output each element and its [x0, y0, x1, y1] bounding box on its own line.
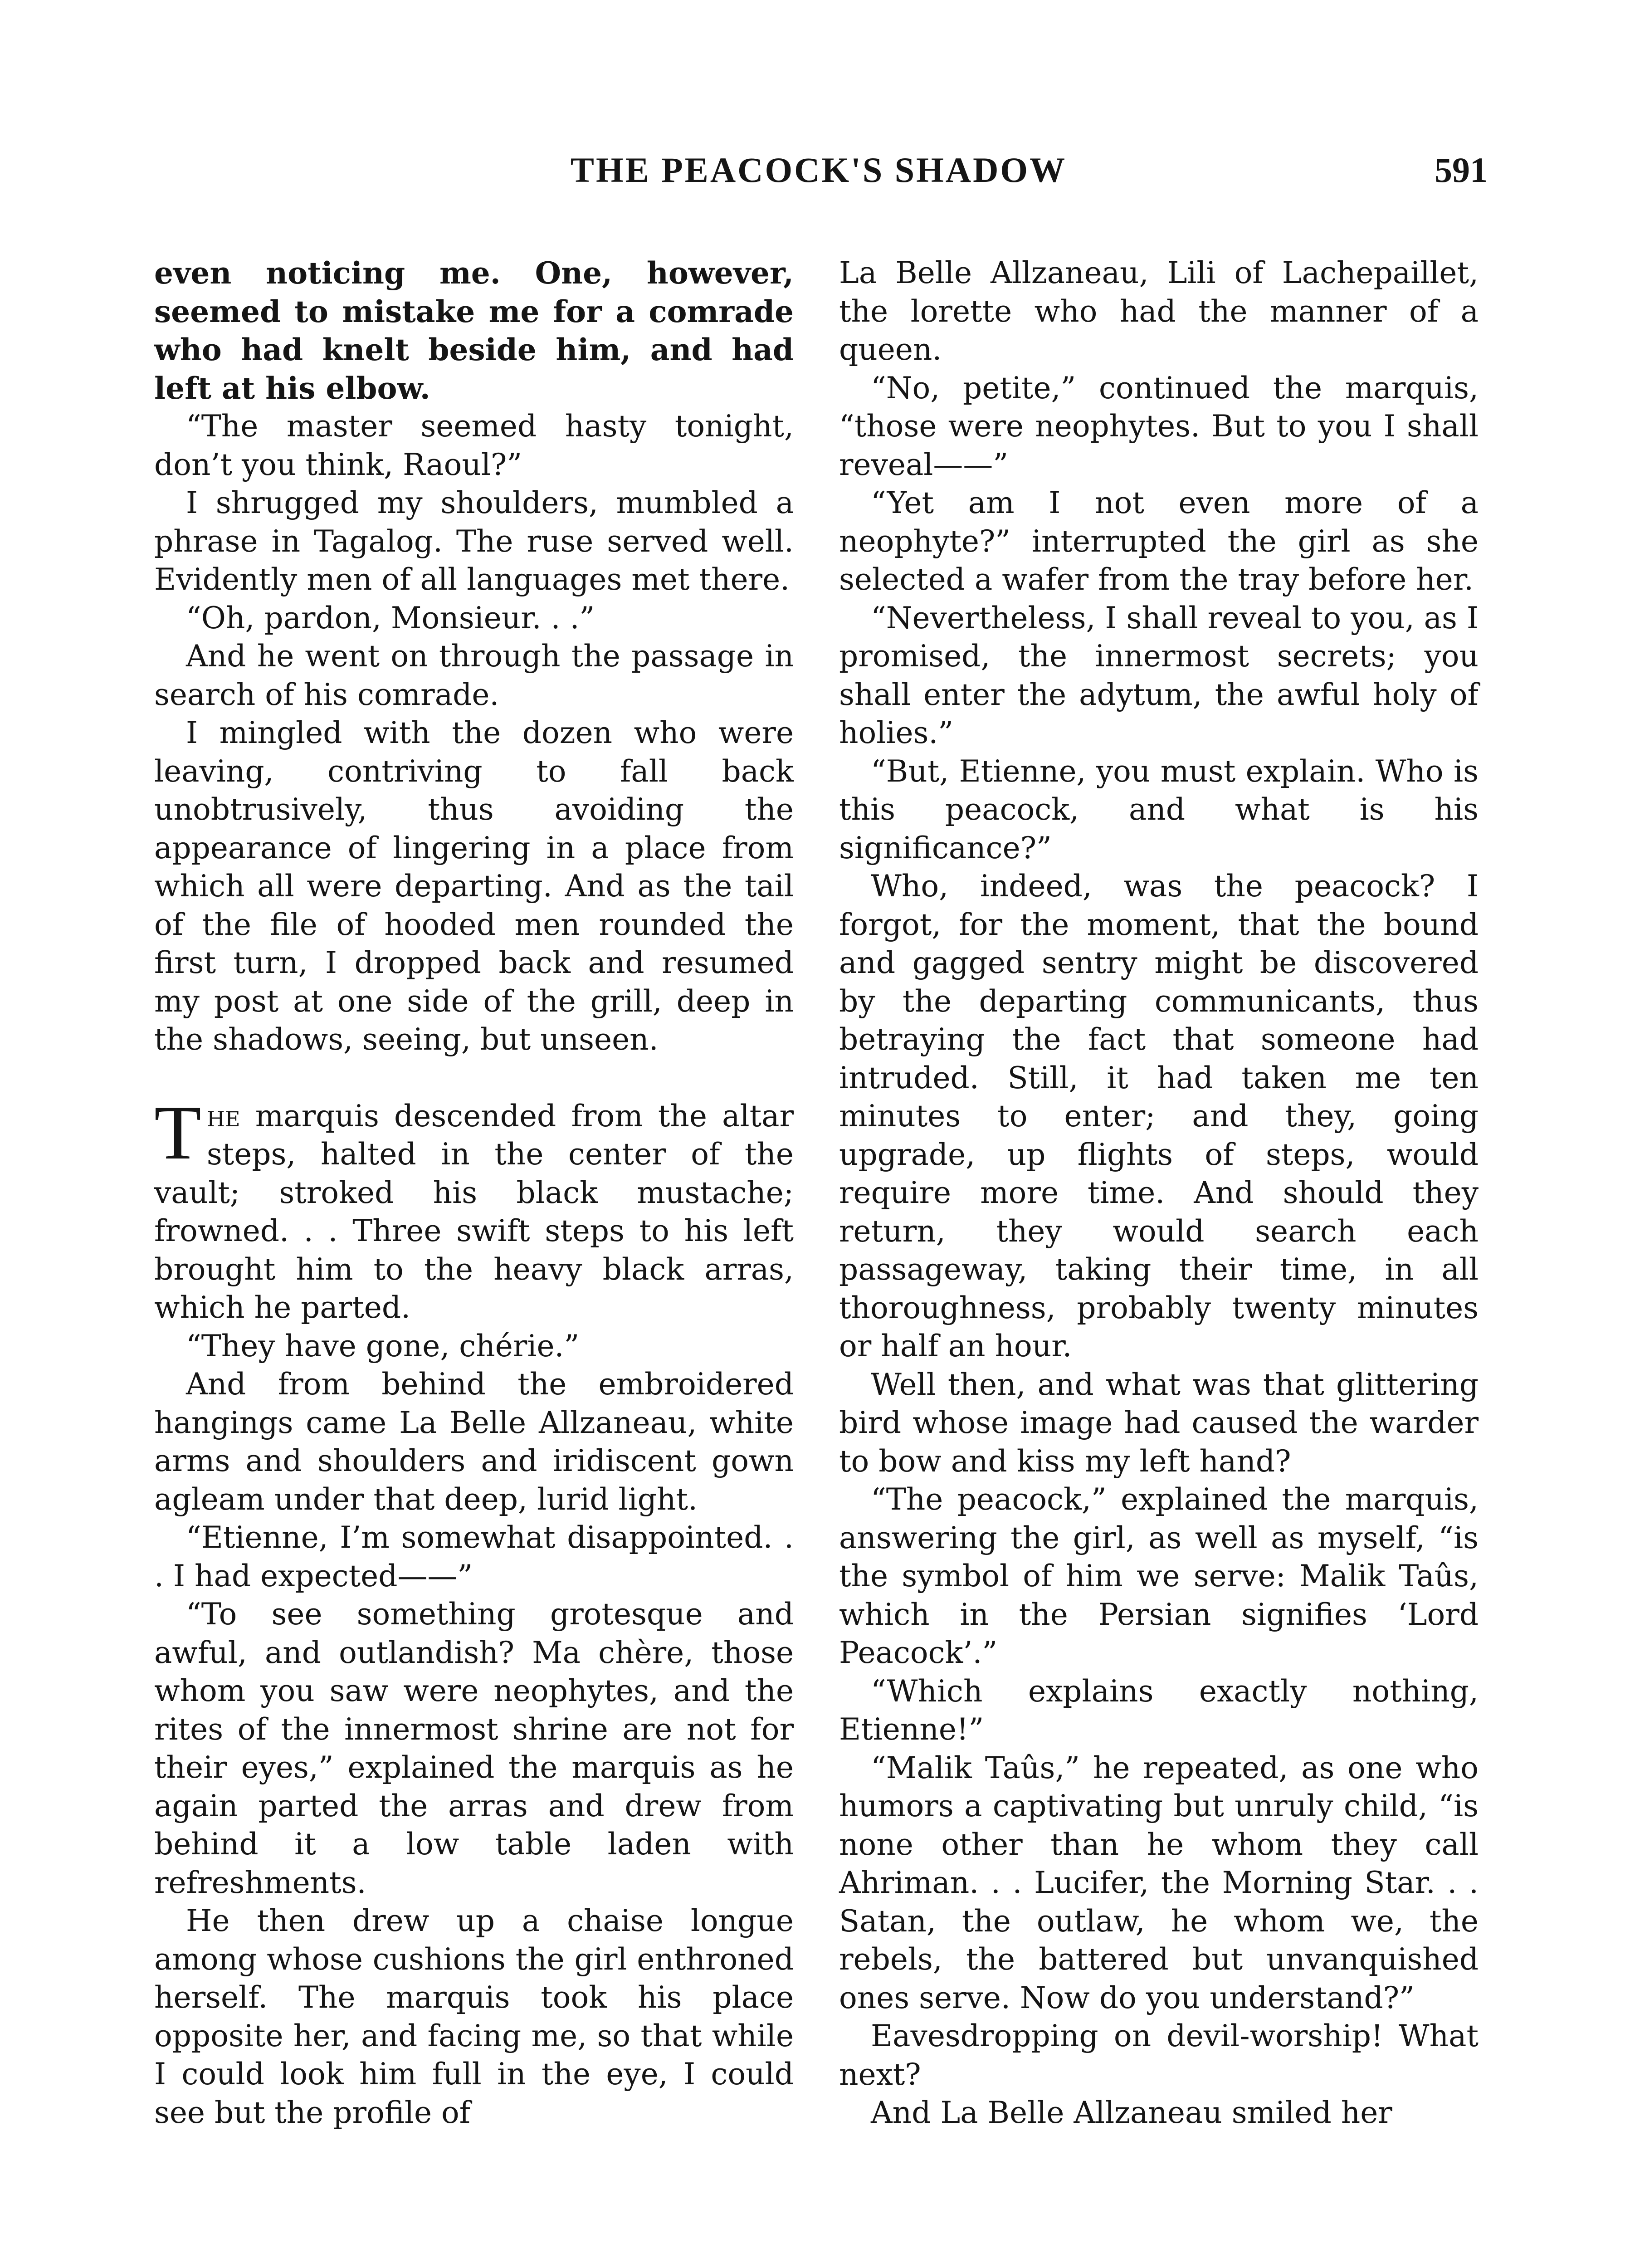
paragraph: “To see something grotesque and awful, and outlandish? Ma chère, those whom you saw were neophytes, and the rites of the innermost shrine are not for their eyes,” explained the marquis as he again parted the arras and drew from behind it a low table laden with refreshments.	[154, 1597, 794, 1900]
paragraph: “The master seemed hasty tonight, don’t you think, Raoul?”	[154, 409, 794, 482]
paragraph: “Which explains exactly nothing, Etienne!”	[839, 1673, 1479, 1747]
paragraph: “The peacock,” explained the marquis, answering the girl, as well as myself, “is the symbol of him we serve: Malik Taûs, which in the Persian signifies ‘Lord Peacock’.”	[839, 1482, 1479, 1670]
paragraph: And he went on through the passage in search of his comrade.	[154, 639, 794, 712]
paragraph-text: marquis descended from the altar steps, halted in the center of the vault; stroked his black mustache; frowned. . . Three swift steps to his left brought him to the heavy black arras, which he parted.	[154, 1098, 794, 1325]
small-caps-lead: he	[206, 1098, 240, 1134]
paragraph: Who, indeed, was the peacock? I forgot, for the moment, that the bound and gagged sentry might be discovered by the departing communicants, thus betraying the fact that someone had intruded. Still, it had taken me ten minutes to enter; and they, going upgrade, up flights of steps, would require more time. And should they return, they would search each passageway, taking their time, in all thoroughness, probably twenty minutes or half an hour.	[839, 869, 1479, 1364]
paragraph: He then drew up a chaise longue among whose cushions the girl enthroned herself. The marquis took his place opposite her, and facing me, so that while I could look him full in the eye, I could see but the profile of	[154, 1903, 794, 2130]
paragraph: “Etienne, I’m somewhat disappointed. . . I had expected——”	[154, 1520, 794, 1593]
paragraph: And from behind the embroidered hangings came La Belle Allzaneau, white arms and shoulders and iridiscent gown agleam under that deep, lurid light.	[154, 1367, 794, 1517]
paragraph: “Malik Taûs,” he repeated, as one who humors a captivating but unruly child, “is none other than he whom they call Ahriman. . . Lucifer, the Morning Star. . . Satan, the outlaw, he whom we, the rebels, the battered but unvanquished ones serve. Now do you understand?”	[839, 1750, 1479, 2015]
paragraph: I mingled with the dozen who were leaving, contriving to fall back unobtrusively, thus avoiding the appearance of lingering in a place from which all were departing. And as the tail of the file of hooded men rounded the first turn, I dropped back and resumed my post at one side of the grill, deep in the shadows, seeing, but unseen.	[154, 715, 794, 1057]
paragraph: And La Belle Allzaneau smiled her	[871, 2095, 1392, 2130]
paragraph: La Belle Allzaneau, Lili of Lachepaillet, the lorette who had the manner of a queen.	[839, 255, 1479, 367]
paragraph: “No, petite,” continued the marquis, “those were neophytes. But to you I shall reveal——”	[839, 370, 1479, 482]
section-opening-paragraph	[154, 1090, 794, 1327]
left-text-column	[154, 254, 794, 2132]
paragraph: even noticing me. One, however, seemed to mistake me for a comrade who had knelt beside him, and had left at his elbow.	[154, 255, 794, 406]
page-number: 591	[1435, 150, 1488, 190]
paragraph: “But, Etienne, you must explain. Who is this peacock, and what is his significance?”	[839, 753, 1479, 865]
paragraph: “Yet am I not even more of a neophyte?” interrupted the girl as she selected a wafer from the tray before her.	[839, 485, 1479, 597]
paragraph: I shrugged my shoulders, mumbled a phrase in Tagalog. The ruse served well. Evidently men of all languages met there.	[154, 485, 794, 597]
paragraph: “They have gone, chérie.”	[186, 1328, 580, 1364]
paragraph: “Oh, pardon, Monsieur. . .”	[186, 600, 595, 635]
right-text-column	[839, 254, 1479, 2132]
drop-cap: T	[154, 1090, 201, 1175]
paragraph: Well then, and what was that glittering bird whose image had caused the warder to bow and kiss my left hand?	[839, 1367, 1479, 1479]
paragraph: “Nevertheless, I shall reveal to you, as I promised, the innermost secrets; you shall enter the adytum, the awful holy of holies.”	[839, 600, 1479, 750]
page-header	[150, 150, 1488, 204]
running-head: THE PEACOCK'S SHADOW	[570, 150, 1067, 190]
paragraph: Eavesdropping on devil-worship! What next?	[839, 2019, 1479, 2092]
